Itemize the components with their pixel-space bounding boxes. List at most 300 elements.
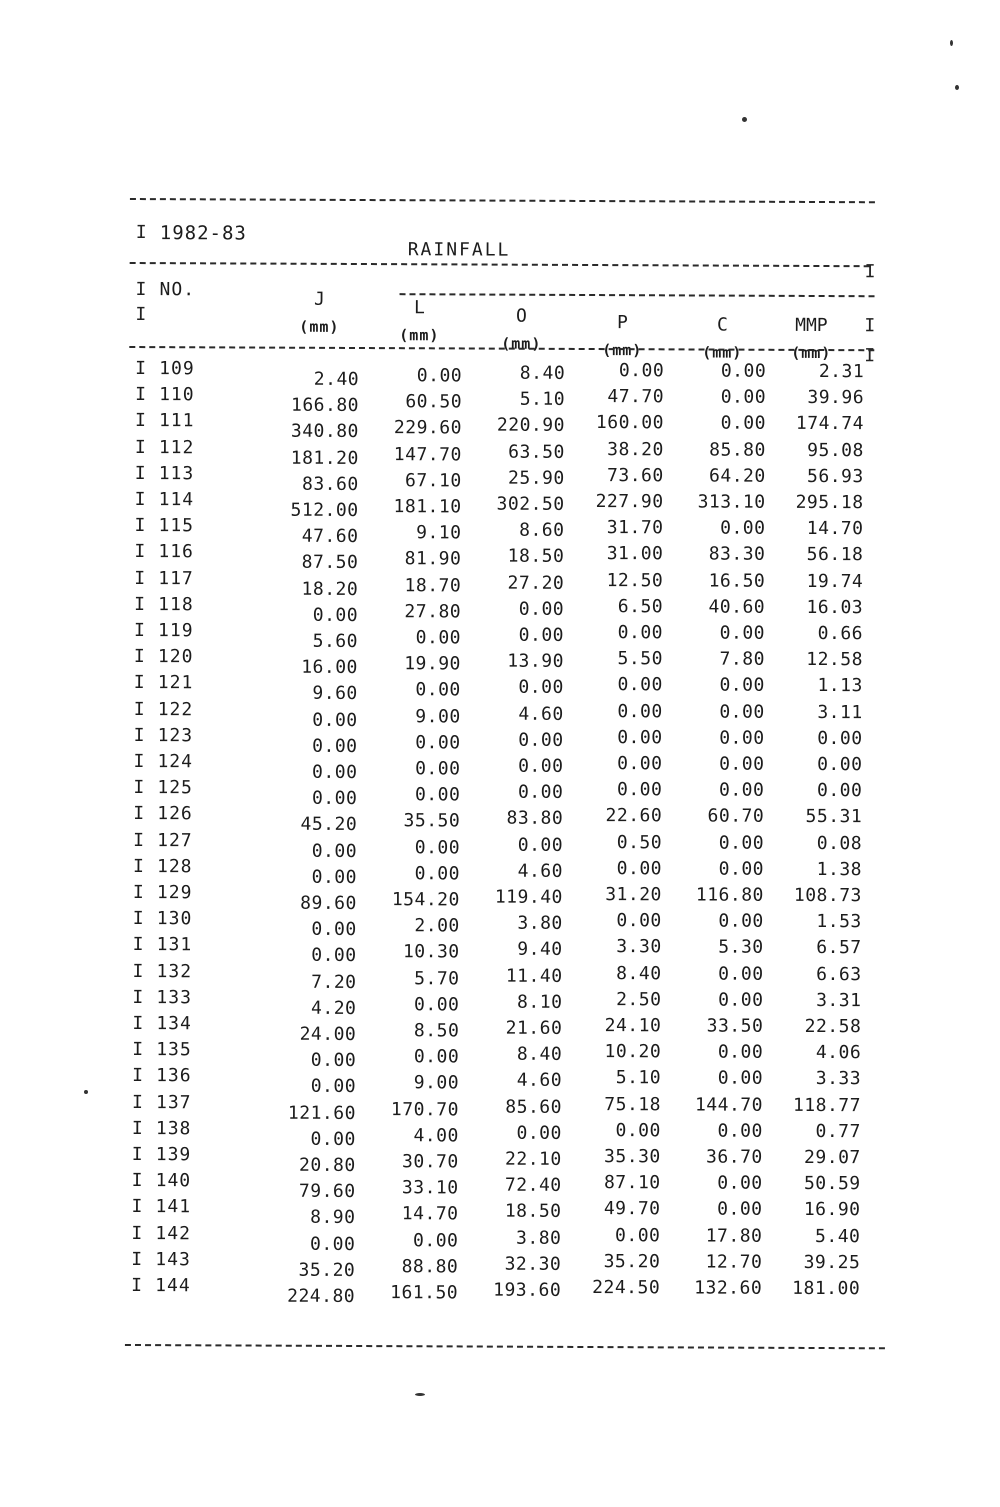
cell-c: 116.80 bbox=[695, 884, 764, 906]
cell-p: 31.70 bbox=[606, 517, 664, 539]
cell-p: 227.90 bbox=[595, 491, 664, 513]
row-number: 144 bbox=[155, 1275, 191, 1297]
cell-p: 87.10 bbox=[603, 1172, 661, 1194]
row-pipe: I bbox=[133, 724, 145, 746]
cell-p: 73.60 bbox=[607, 464, 664, 487]
cell-mmp: 39.96 bbox=[807, 387, 865, 409]
cell-mmp: 50.59 bbox=[803, 1173, 861, 1195]
cell-c: 0.00 bbox=[717, 1041, 764, 1063]
cell-o: 8.40 bbox=[519, 362, 566, 384]
cell-c: 0.00 bbox=[719, 701, 765, 723]
cell-j: 7.20 bbox=[311, 971, 357, 993]
cell-l: 10.30 bbox=[402, 941, 460, 963]
table-row bbox=[129, 358, 889, 391]
cell-p: 31.20 bbox=[605, 884, 662, 906]
row-pipe: I bbox=[131, 1144, 143, 1166]
row-pipe: I bbox=[131, 1196, 143, 1218]
cell-p: 0.00 bbox=[618, 360, 665, 382]
cell-l: 2.00 bbox=[414, 915, 460, 937]
cell-o: 18.50 bbox=[504, 1201, 562, 1223]
cell-o: 4.60 bbox=[516, 1070, 563, 1092]
cell-c: 0.00 bbox=[717, 1067, 764, 1090]
cell-p: 224.50 bbox=[592, 1277, 661, 1299]
cell-mmp: 16.90 bbox=[803, 1199, 861, 1221]
cell-mmp: 1.13 bbox=[817, 675, 863, 697]
cell-o: 72.40 bbox=[504, 1174, 562, 1197]
column-unit: (mm) bbox=[501, 334, 542, 353]
cell-l: 154.20 bbox=[391, 889, 460, 911]
column-letter: J bbox=[314, 288, 325, 310]
row-pipe: I bbox=[134, 489, 146, 511]
cell-mmp: 0.00 bbox=[817, 727, 863, 749]
table-row bbox=[127, 908, 887, 941]
cell-c: 12.70 bbox=[705, 1251, 763, 1273]
cell-j: 181.20 bbox=[290, 447, 359, 469]
cell-c: 83.30 bbox=[708, 543, 766, 566]
table-row bbox=[125, 1248, 885, 1281]
cell-o: 4.60 bbox=[518, 703, 564, 725]
row-number: 135 bbox=[156, 1039, 192, 1061]
cell-o: 11.40 bbox=[505, 965, 563, 987]
cell-p: 0.00 bbox=[616, 910, 662, 932]
cell-j: 45.20 bbox=[300, 814, 358, 836]
cell-j: 0.00 bbox=[312, 604, 359, 626]
cell-mmp: 118.77 bbox=[792, 1094, 862, 1116]
row-number: 118 bbox=[158, 593, 194, 616]
cell-j: 87.50 bbox=[301, 552, 359, 574]
cell-l: 161.50 bbox=[390, 1282, 459, 1304]
cell-c: 0.00 bbox=[717, 1198, 763, 1221]
cell-c: 16.50 bbox=[708, 570, 766, 592]
row-pipe: I bbox=[133, 646, 145, 668]
table-row bbox=[126, 986, 886, 1019]
cell-c: 144.70 bbox=[694, 1094, 764, 1116]
cell-l: 0.00 bbox=[414, 836, 461, 859]
cell-l: 60.50 bbox=[405, 391, 463, 413]
row-number: 129 bbox=[156, 882, 193, 904]
cell-p: 0.00 bbox=[617, 622, 664, 644]
row-number: 115 bbox=[158, 515, 195, 537]
table-row bbox=[129, 462, 889, 495]
row-pipe: I bbox=[131, 1275, 143, 1297]
cell-mmp: 295.18 bbox=[795, 491, 864, 514]
cell-l: 9.00 bbox=[415, 705, 461, 728]
cell-l: 9.10 bbox=[416, 522, 462, 544]
row-pipe: I bbox=[131, 1222, 143, 1244]
cell-mmp: 0.00 bbox=[816, 780, 863, 802]
cell-o: 119.40 bbox=[494, 886, 563, 908]
cell-mmp: 56.93 bbox=[807, 465, 864, 488]
row-number: 117 bbox=[158, 567, 194, 589]
cell-p: 49.70 bbox=[603, 1198, 661, 1220]
row-pipe: I bbox=[133, 777, 145, 799]
cell-c: 0.00 bbox=[718, 832, 765, 854]
table-row bbox=[127, 777, 887, 810]
row-pipe: I bbox=[132, 1039, 144, 1061]
cell-mmp: 4.06 bbox=[815, 1042, 862, 1064]
table-row bbox=[125, 1275, 885, 1307]
row-pipe: I bbox=[133, 803, 145, 825]
cell-mmp: 0.00 bbox=[817, 754, 863, 776]
cell-l: 33.10 bbox=[401, 1177, 459, 1199]
cell-l: 170.70 bbox=[390, 1098, 460, 1121]
pipe: I bbox=[864, 345, 876, 367]
cell-p: 35.30 bbox=[604, 1146, 661, 1168]
cell-j: 79.60 bbox=[298, 1180, 356, 1203]
cell-c: 313.10 bbox=[697, 491, 766, 513]
row-number: 140 bbox=[155, 1170, 192, 1192]
row-pipe: I bbox=[132, 960, 144, 982]
row-pipe: I bbox=[133, 751, 145, 773]
cell-j: 224.80 bbox=[287, 1285, 356, 1307]
cell-j: 0.00 bbox=[311, 945, 357, 967]
scan-speck bbox=[415, 1393, 425, 1396]
row-number: 110 bbox=[159, 384, 195, 406]
cell-o: 3.80 bbox=[516, 1227, 562, 1249]
row-pipe: I bbox=[131, 1248, 143, 1270]
cell-mmp: 3.33 bbox=[815, 1068, 862, 1090]
row-number: 132 bbox=[156, 960, 193, 982]
cell-c: 0.00 bbox=[717, 1172, 763, 1194]
cell-c: 0.00 bbox=[718, 910, 764, 932]
cell-o: 0.00 bbox=[517, 781, 564, 804]
cell-j: 0.00 bbox=[311, 840, 358, 862]
rainfall-table bbox=[125, 186, 890, 1369]
row-pipe: I bbox=[131, 1170, 143, 1192]
cell-o: 193.60 bbox=[493, 1279, 562, 1301]
cell-mmp: 22.58 bbox=[804, 1015, 862, 1038]
cell-l: 19.90 bbox=[404, 653, 461, 675]
cell-l: 147.70 bbox=[393, 443, 462, 466]
pipe: I bbox=[864, 315, 876, 337]
cell-o: 83.80 bbox=[506, 808, 564, 830]
table-row bbox=[126, 1013, 886, 1045]
row-number: 122 bbox=[157, 698, 194, 720]
row-number: 136 bbox=[156, 1065, 192, 1087]
row-number-header: NO. bbox=[159, 279, 196, 301]
cell-mmp: 5.40 bbox=[815, 1225, 861, 1247]
cell-mmp: 1.38 bbox=[816, 858, 863, 880]
row-pipe: I bbox=[133, 829, 145, 851]
row-number: 112 bbox=[158, 436, 195, 458]
cell-p: 31.00 bbox=[606, 543, 664, 565]
cell-o: 22.10 bbox=[505, 1148, 562, 1170]
row-number: 113 bbox=[158, 462, 195, 485]
cell-l: 5.70 bbox=[414, 967, 460, 990]
row-pipe: I bbox=[134, 593, 146, 615]
table-row bbox=[128, 515, 888, 548]
cell-o: 5.10 bbox=[519, 388, 566, 411]
cell-c: 0.00 bbox=[719, 753, 765, 775]
column-letter: MMP bbox=[795, 314, 828, 337]
cell-o: 25.90 bbox=[507, 467, 565, 489]
cell-p: 0.00 bbox=[617, 726, 663, 749]
cell-o: 21.60 bbox=[505, 1017, 563, 1039]
cell-j: 8.90 bbox=[310, 1207, 356, 1229]
row-pipe: I bbox=[132, 908, 144, 930]
cell-l: 30.70 bbox=[402, 1151, 459, 1173]
cell-l: 88.80 bbox=[401, 1255, 459, 1278]
cell-mmp: 6.57 bbox=[816, 937, 862, 959]
cell-o: 8.40 bbox=[516, 1043, 563, 1066]
cell-j: 0.00 bbox=[310, 1049, 357, 1072]
cell-j: 35.20 bbox=[298, 1259, 356, 1281]
row-pipe: I bbox=[135, 384, 146, 406]
row-number: 126 bbox=[157, 803, 193, 825]
cell-j: 16.00 bbox=[301, 656, 358, 679]
cell-p: 5.10 bbox=[615, 1067, 662, 1089]
row-number: 119 bbox=[158, 620, 194, 642]
cell-l: 0.00 bbox=[416, 365, 463, 387]
cell-p: 0.00 bbox=[617, 753, 663, 775]
row-number: 134 bbox=[156, 1013, 192, 1035]
cell-l: 0.00 bbox=[414, 863, 461, 885]
cell-mmp: 3.11 bbox=[817, 701, 863, 723]
cell-j: 0.00 bbox=[311, 787, 358, 810]
scan-speck bbox=[950, 40, 953, 46]
cell-l: 0.00 bbox=[415, 627, 462, 649]
cell-o: 0.00 bbox=[518, 677, 564, 699]
table-row bbox=[128, 672, 888, 705]
cell-mmp: 3.31 bbox=[816, 989, 862, 1011]
cell-mmp: 2.31 bbox=[818, 361, 865, 383]
cell-c: 5.30 bbox=[718, 936, 764, 959]
cell-p: 160.00 bbox=[595, 412, 665, 434]
cell-c: 17.80 bbox=[705, 1225, 763, 1247]
cell-c: 40.60 bbox=[708, 596, 766, 618]
cell-j: 512.00 bbox=[290, 499, 359, 522]
column-unit: (mm) bbox=[602, 341, 643, 360]
cell-c: 85.80 bbox=[709, 439, 766, 461]
cell-mmp: 55.31 bbox=[805, 806, 863, 828]
cell-c: 132.60 bbox=[694, 1277, 763, 1299]
row-number: 131 bbox=[156, 934, 193, 956]
row-pipe: I bbox=[131, 1091, 143, 1113]
row-pipe: I bbox=[132, 1065, 144, 1087]
row-pipe: I bbox=[134, 620, 145, 642]
cell-c: 0.00 bbox=[720, 517, 766, 539]
scan-speck bbox=[742, 117, 747, 122]
table-row bbox=[128, 724, 888, 757]
cell-p: 47.70 bbox=[607, 386, 665, 408]
row-pipe: I bbox=[132, 934, 144, 956]
cell-mmp: 108.73 bbox=[793, 884, 862, 907]
table-row bbox=[128, 646, 888, 679]
cell-p: 8.40 bbox=[616, 962, 662, 984]
table-row bbox=[127, 934, 887, 967]
cell-c: 0.00 bbox=[719, 674, 765, 697]
cell-p: 6.50 bbox=[617, 595, 664, 618]
row-number: 128 bbox=[156, 855, 193, 878]
cell-p: 5.50 bbox=[617, 648, 663, 670]
cell-o: 220.90 bbox=[496, 414, 566, 437]
row-number: 125 bbox=[157, 777, 193, 799]
row-pipe: I bbox=[134, 436, 146, 458]
cell-l: 0.00 bbox=[413, 1046, 460, 1068]
table-row bbox=[129, 436, 889, 469]
column-header-mmp bbox=[756, 315, 866, 362]
cell-l: 0.00 bbox=[412, 1229, 459, 1252]
table-row bbox=[126, 1091, 886, 1124]
cell-mmp: 95.08 bbox=[807, 439, 864, 461]
cell-p: 2.50 bbox=[616, 988, 662, 1011]
cell-c: 33.50 bbox=[706, 1015, 764, 1037]
cell-p: 0.00 bbox=[617, 700, 663, 722]
row-number: 137 bbox=[155, 1091, 192, 1113]
table-row bbox=[127, 882, 887, 914]
cell-c: 0.00 bbox=[718, 989, 764, 1011]
table-row bbox=[127, 855, 887, 888]
table-row bbox=[126, 1039, 886, 1072]
row-number: 116 bbox=[158, 541, 194, 563]
row-number: 141 bbox=[155, 1196, 192, 1218]
table-row bbox=[125, 1196, 885, 1229]
cell-mmp: 14.70 bbox=[806, 518, 864, 540]
cell-o: 0.00 bbox=[518, 598, 565, 620]
column-letter: L bbox=[414, 297, 425, 319]
cell-p: 0.50 bbox=[616, 831, 663, 853]
table-row bbox=[125, 1222, 885, 1255]
cell-l: 18.70 bbox=[404, 574, 462, 597]
cell-j: 0.00 bbox=[309, 1233, 356, 1255]
row-number: 143 bbox=[155, 1248, 191, 1271]
cell-mmp: 12.58 bbox=[806, 649, 863, 671]
cell-c: 7.80 bbox=[719, 648, 765, 670]
cell-o: 0.00 bbox=[518, 755, 564, 777]
cell-l: 9.00 bbox=[413, 1072, 460, 1094]
cell-o: 0.00 bbox=[518, 624, 565, 646]
row-pipe: I bbox=[134, 515, 146, 537]
table-row bbox=[126, 1117, 886, 1150]
cell-o: 4.60 bbox=[517, 860, 564, 882]
cell-j: 0.00 bbox=[312, 735, 358, 757]
cell-mmp: 0.77 bbox=[815, 1120, 861, 1142]
cell-c: 0.00 bbox=[717, 1120, 763, 1142]
table-row bbox=[128, 698, 888, 731]
cell-l: 35.50 bbox=[403, 810, 461, 832]
cell-p: 24.10 bbox=[604, 1015, 662, 1037]
scan-speck bbox=[955, 85, 959, 90]
table-row bbox=[127, 829, 887, 862]
cell-p: 10.20 bbox=[604, 1041, 662, 1063]
cell-p: 0.00 bbox=[615, 1119, 661, 1142]
cell-j: 0.00 bbox=[310, 1076, 357, 1098]
cell-c: 60.70 bbox=[707, 805, 765, 828]
cell-c: 0.00 bbox=[720, 360, 767, 382]
cell-j: 340.80 bbox=[290, 421, 359, 443]
cell-l: 4.00 bbox=[413, 1125, 459, 1147]
cell-o: 0.00 bbox=[516, 1122, 562, 1144]
table-title: RAINFALL bbox=[407, 239, 511, 261]
cell-l: 0.00 bbox=[415, 679, 461, 701]
row-number: 138 bbox=[155, 1117, 192, 1140]
cell-o: 9.40 bbox=[517, 939, 563, 961]
cell-c: 36.70 bbox=[706, 1146, 763, 1168]
row-number: 114 bbox=[158, 489, 195, 511]
cell-o: 27.20 bbox=[507, 572, 565, 594]
row-pipe: I bbox=[134, 541, 146, 563]
table-row bbox=[127, 960, 887, 993]
row-number: 127 bbox=[157, 829, 193, 851]
table-row bbox=[129, 489, 889, 522]
cell-o: 8.10 bbox=[517, 991, 563, 1013]
cell-c: 0.00 bbox=[720, 386, 767, 408]
cell-j: 83.60 bbox=[301, 473, 359, 495]
row-number: 124 bbox=[157, 751, 194, 773]
cell-o: 0.00 bbox=[517, 834, 564, 856]
period-label: 1982-83 bbox=[159, 222, 247, 245]
row-number: 121 bbox=[157, 672, 194, 694]
column-header-l bbox=[364, 297, 474, 344]
cell-c: 0.00 bbox=[720, 412, 767, 435]
row-pipe: I bbox=[134, 462, 146, 484]
cell-l: 67.10 bbox=[404, 469, 462, 492]
cell-p: 12.50 bbox=[606, 569, 664, 591]
cell-c: 0.00 bbox=[719, 622, 766, 644]
row-pipe: I bbox=[134, 567, 146, 589]
cell-p: 0.00 bbox=[616, 857, 663, 880]
table-row bbox=[128, 567, 888, 600]
row-number: 139 bbox=[155, 1144, 192, 1166]
cell-mmp: 0.66 bbox=[817, 623, 864, 645]
cell-l: 27.80 bbox=[404, 600, 462, 623]
cell-l: 0.00 bbox=[414, 994, 460, 1016]
table-row bbox=[129, 410, 889, 443]
table-row bbox=[128, 593, 888, 626]
cell-o: 13.90 bbox=[507, 650, 564, 673]
column-header-o bbox=[466, 305, 576, 352]
table-row bbox=[127, 751, 887, 783]
cell-c: 0.00 bbox=[718, 779, 765, 801]
cell-p: 35.20 bbox=[603, 1250, 661, 1273]
row-pipe: I bbox=[132, 882, 144, 904]
cell-mmp: 29.07 bbox=[804, 1146, 861, 1169]
column-unit: (mm) bbox=[791, 343, 832, 363]
cell-j: 47.60 bbox=[301, 525, 359, 548]
row-number: 123 bbox=[157, 724, 194, 747]
pipe: I bbox=[135, 304, 147, 326]
cell-o: 63.50 bbox=[508, 441, 565, 463]
cell-j: 0.00 bbox=[310, 1128, 356, 1150]
cell-l: 14.70 bbox=[401, 1203, 459, 1225]
cell-o: 0.00 bbox=[518, 729, 564, 751]
cell-j: 89.60 bbox=[300, 892, 357, 914]
pipe: I bbox=[135, 279, 147, 301]
cell-p: 75.18 bbox=[604, 1093, 662, 1115]
pipe: I bbox=[135, 222, 147, 244]
column-unit: (mm) bbox=[299, 317, 340, 336]
top-rule bbox=[130, 198, 875, 203]
bottom-rule bbox=[125, 1344, 885, 1349]
cell-p: 0.00 bbox=[616, 779, 663, 801]
cell-c: 0.00 bbox=[718, 858, 765, 880]
cell-mmp: 181.00 bbox=[792, 1277, 861, 1300]
cell-p: 38.20 bbox=[607, 438, 664, 460]
cell-p: 0.00 bbox=[617, 674, 663, 696]
row-number: 109 bbox=[159, 358, 195, 380]
cell-o: 3.80 bbox=[517, 912, 563, 935]
table-row bbox=[126, 1170, 886, 1203]
row-pipe: I bbox=[131, 1117, 143, 1139]
row-pipe: I bbox=[133, 698, 145, 720]
cell-p: 22.60 bbox=[605, 805, 663, 827]
cell-j: 0.00 bbox=[312, 709, 358, 731]
cell-l: 181.10 bbox=[393, 496, 462, 518]
column-header-p bbox=[567, 312, 677, 359]
column-letter: C bbox=[716, 314, 728, 336]
cell-mmp: 0.08 bbox=[816, 832, 863, 854]
table-row bbox=[127, 803, 887, 836]
